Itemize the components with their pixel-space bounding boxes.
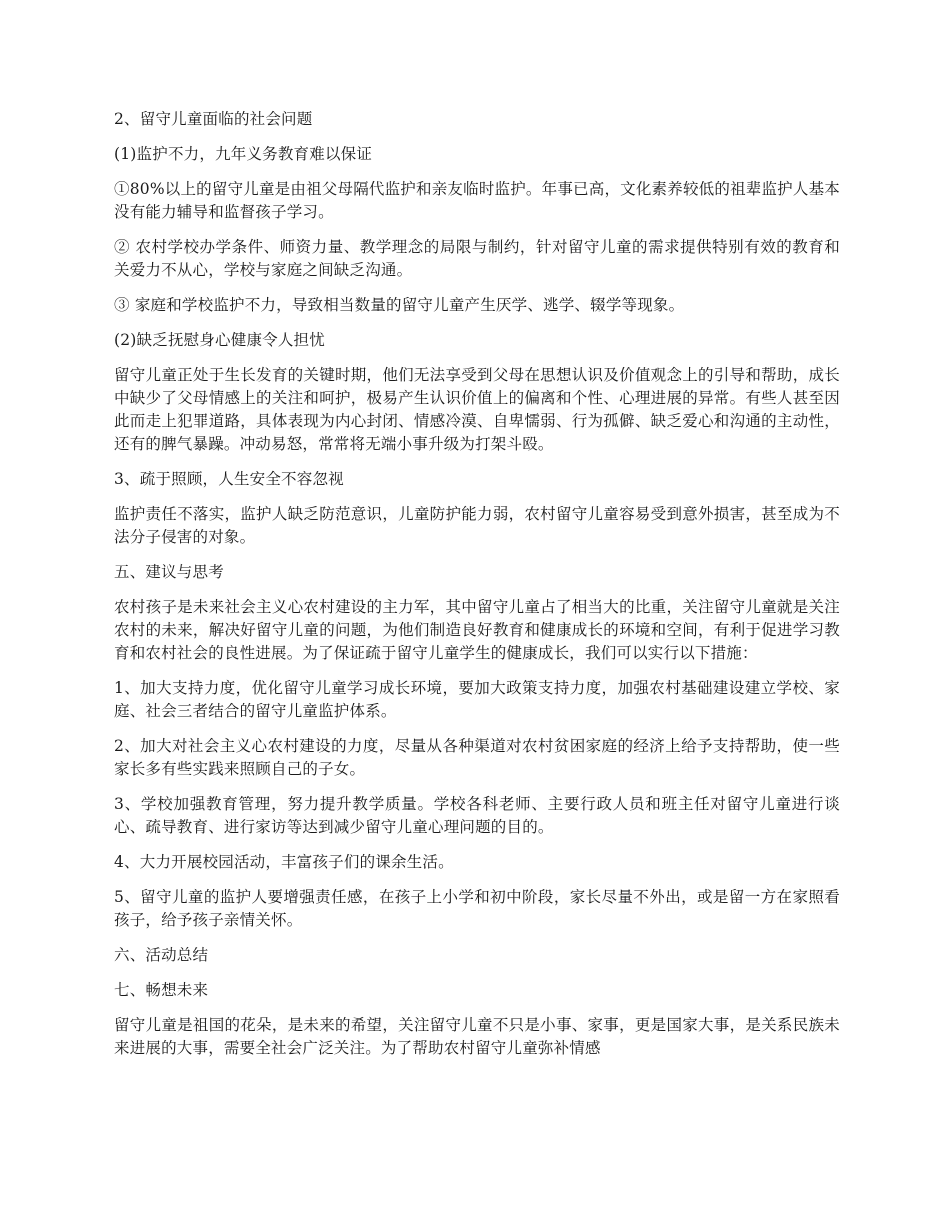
- paragraph-point-1: ①80%以上的留守儿童是由祖父母隔代监护和亲友临时监护。年事已高，文化素养较低的祖辈监护人基本没有能力辅导和监督孩子学习。: [114, 180, 840, 221]
- section-heading-future: 七、畅想未来: [114, 981, 209, 999]
- paragraph-point-3: ③ 家庭和学校监护不力，导致相当数量的留守儿童产生厌学、逃学、辍学等现象。: [114, 296, 685, 314]
- paragraph-measure-1: 1、加大支持力度，优化留守儿童学习成长环境，要加大政策支持力度，加强农村基础建设建立学校、家庭、社会三者结合的留守儿童监护体系。: [114, 679, 840, 720]
- document-body: [114, 108, 840, 1072]
- paragraph-future: 留守儿童是祖国的花朵，是未来的希望，关注留守儿童不只是小事、家事，更是国家大事，是关系民族未来进展的大事，需要全社会广泛关注。为了帮助农村留守儿童弥补情感: [114, 1016, 840, 1057]
- paragraph-point-2: ② 农村学校办学条件、师资力量、教学理念的局限与制约，针对留守儿童的需求提供特别有效的教育和关爱力不从心，学校与家庭之间缺乏沟通。: [114, 238, 840, 279]
- paragraph-mental-health: 留守儿童正处于生长发育的关键时期，他们无法享受到父母在思想认识及价值观念上的引导和帮助，成长中缺少了父母情感上的关注和呵护，极易产生认识价值上的偏离和个性、心理进展的异常。有些人甚至因此而走上犯罪道路，具体表现为内心封闭、情感冷漠、自卑懦弱、行为孤僻、缺乏爱心和沟通的主动性，还有的脾气暴躁。冲动易怒，常常将无端小事升级为打架斗殴。: [114, 366, 840, 453]
- section-heading-social-problems: 2、留守儿童面临的社会问题: [114, 110, 313, 128]
- paragraph-suggestions-intro: 农村孩子是未来社会主义心农村建设的主力军，其中留守儿童占了相当大的比重，关注留守儿童就是关注农村的未来，解决好留守儿童的问题，为他们制造良好教育和健康成长的环境和空间，有利于促进学习教育和农村社会的良性进展。为了保证疏于留守儿童学生的健康成长，我们可以实行以下措施：: [114, 598, 840, 662]
- section-heading-suggestions: 五、建议与思考: [114, 563, 224, 581]
- paragraph-safety: 监护责任不落实，监护人缺乏防范意识，儿童防护能力弱，农村留守儿童容易受到意外损害，甚至成为不法分子侵害的对象。: [114, 505, 840, 546]
- paragraph-measure-5: 5、留守儿童的监护人要增强责任感，在孩子上小学和初中阶段，家长尽量不外出，或是留一方在家照看孩子，给予孩子亲情关怀。: [114, 888, 840, 929]
- paragraph-measure-4: 4、大力开展校园活动，丰富孩子们的课余生活。: [114, 853, 454, 871]
- subheading-supervision: (1)监护不力，九年义务教育难以保证: [114, 145, 373, 163]
- section-heading-safety: 3、疏于照顾，人生安全不容忽视: [114, 470, 344, 488]
- section-heading-summary: 六、活动总结: [114, 946, 209, 964]
- paragraph-measure-3: 3、学校加强教育管理，努力提升教学质量。学校各科老师、主要行政人员和班主任对留守儿童进行谈心、疏导教育、进行家访等达到减少留守儿童心理问题的目的。: [114, 795, 840, 836]
- paragraph-measure-2: 2、加大对社会主义心农村建设的力度，尽量从各种渠道对农村贫困家庭的经济上给予支持帮助，使一些家长多有些实践来照顾自己的子女。: [114, 737, 840, 778]
- subheading-mental-health: (2)缺乏抚慰身心健康令人担忧: [114, 331, 325, 349]
